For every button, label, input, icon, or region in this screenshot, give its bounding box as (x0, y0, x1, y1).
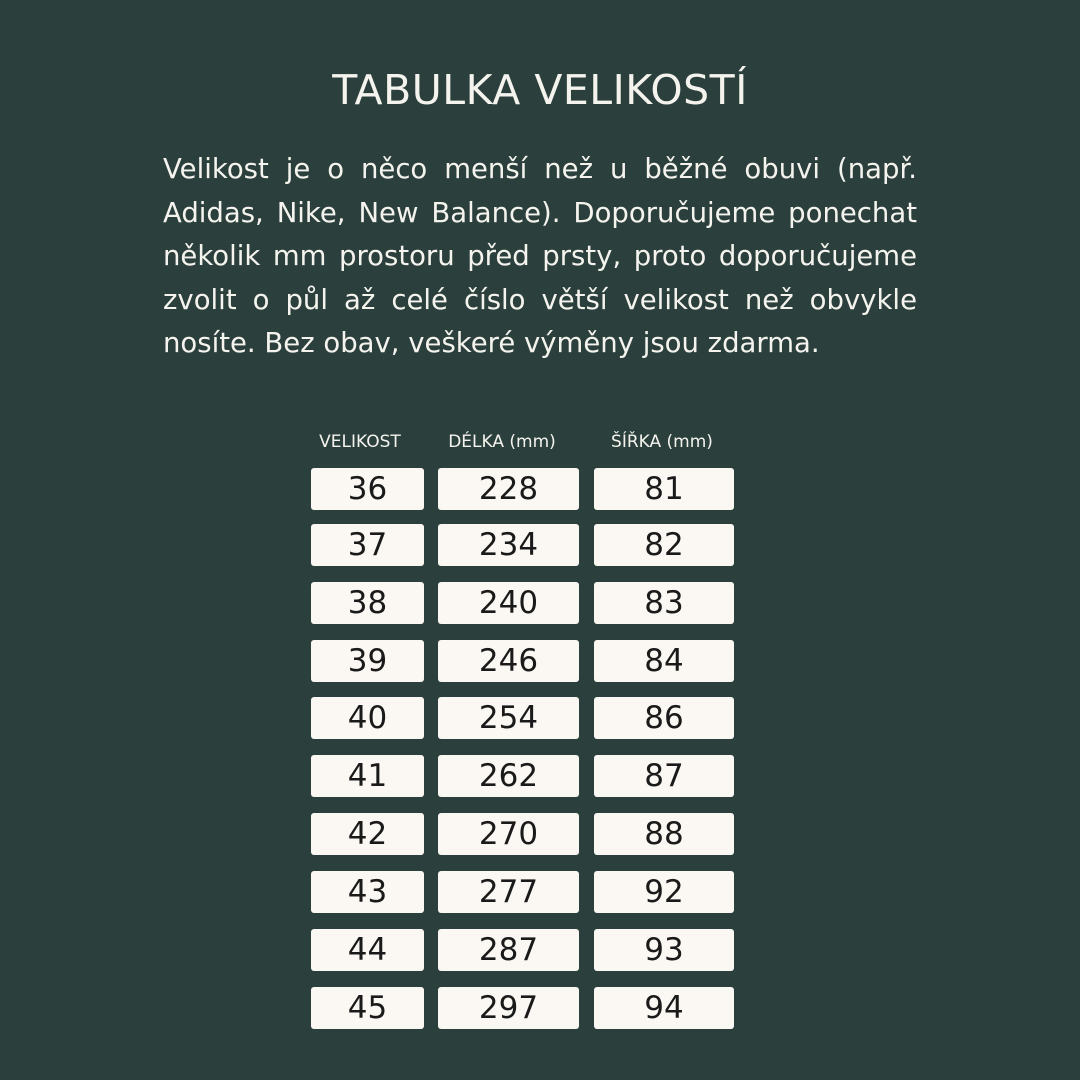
size-cell: 42 (311, 813, 424, 855)
width-cell: 88 (594, 813, 734, 855)
width-cell: 82 (594, 524, 734, 566)
table-row (0, 524, 1080, 566)
table-row (0, 755, 1080, 797)
table-row (0, 871, 1080, 913)
length-cell: 262 (438, 755, 579, 797)
width-cell: 94 (594, 987, 734, 1029)
width-cell: 92 (594, 871, 734, 913)
size-cell: 44 (311, 929, 424, 971)
length-cell: 228 (438, 468, 579, 510)
size-cell: 40 (311, 697, 424, 739)
page-title: TABULKA VELIKOSTÍ (332, 66, 748, 114)
size-cell: 45 (311, 987, 424, 1029)
length-cell: 254 (438, 697, 579, 739)
header-size: VELIKOST (319, 432, 401, 452)
width-cell: 93 (594, 929, 734, 971)
length-cell: 270 (438, 813, 579, 855)
table-row (0, 640, 1080, 682)
size-info-text: Velikost je o něco menší než u běžné obuvi (např. Adidas, Nike, New Balance). Doporučujeme ponechat několik mm prostoru před prsty, proto doporučujeme zvolit o půl až celé číslo větší velikost než obvykle nosíte. Bez obav, veškeré výměny jsou zdarma. (163, 153, 917, 359)
length-cell: 234 (438, 524, 579, 566)
width-cell: 87 (594, 755, 734, 797)
width-cell: 81 (594, 468, 734, 510)
table-header (0, 432, 1080, 460)
width-cell: 86 (594, 697, 734, 739)
header-length: DÉLKA (mm) (448, 432, 556, 452)
table-row (0, 929, 1080, 971)
size-cell: 37 (311, 524, 424, 566)
table-row (0, 813, 1080, 855)
size-cell: 43 (311, 871, 424, 913)
size-cell: 39 (311, 640, 424, 682)
length-cell: 240 (438, 582, 579, 624)
size-cell: 41 (311, 755, 424, 797)
size-cell: 36 (311, 468, 424, 510)
size-cell: 38 (311, 582, 424, 624)
table-row (0, 987, 1080, 1029)
header-width: ŠÍŘKA (mm) (611, 432, 713, 452)
length-cell: 287 (438, 929, 579, 971)
width-cell: 84 (594, 640, 734, 682)
table-row (0, 468, 1080, 510)
length-cell: 277 (438, 871, 579, 913)
table-row (0, 697, 1080, 739)
width-cell: 83 (594, 582, 734, 624)
length-cell: 297 (438, 987, 579, 1029)
length-cell: 246 (438, 640, 579, 682)
table-row (0, 582, 1080, 624)
